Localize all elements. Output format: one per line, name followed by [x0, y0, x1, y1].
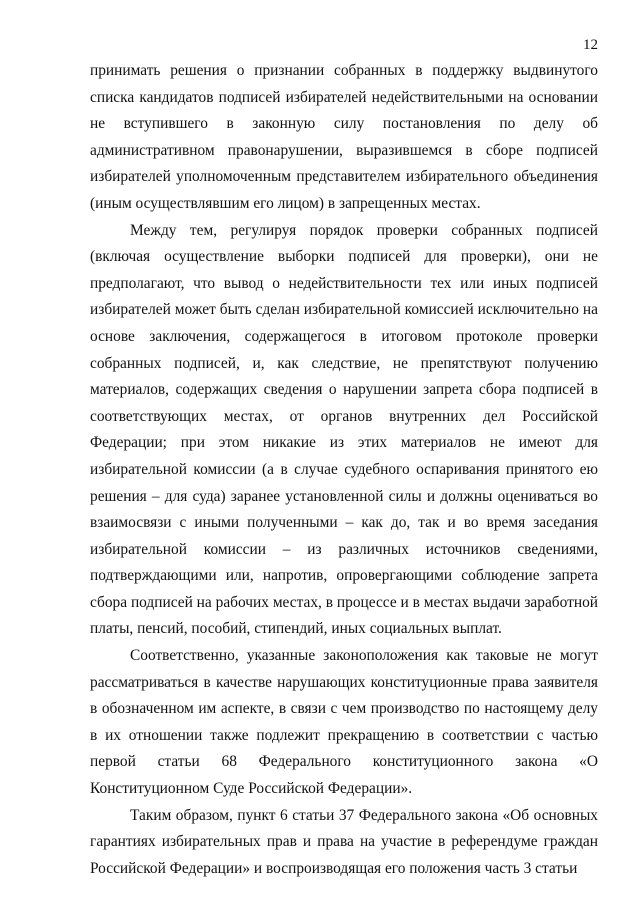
paragraph: Таким образом, пункт 6 статьи 37 Федерального закона «Об основных гарантиях избирательных прав и права на участие в референдуме граждан Российской Федерации» и воспроизводящая его положения часть 3 статьи [90, 806, 598, 877]
paragraph: Соответственно, указанные законоположения как таковые не могут рассматриваться в качестве нарушающих конституционные права заявителя в обозначенном им аспекте, в связи с чем производство по настоящему делу в их отношении также подлежит прекращению в соответствии с частью первой статьи 68 Федерального конституционного закона «О Конституционном Суде Российской Федерации». [90, 647, 598, 798]
paragraph-continued: принимать решения о признании собранных в поддержку выдвинутого списка кандидатов подписей избирателей недействительными на основании не вступившего в законную силу постановления по делу об административном правонарушении, выразившемся в сборе подписей избирателей уполномоченным представителем избирательного объединения (иным осуществлявшим его лицом) в запрещенных местах. [90, 62, 598, 212]
paragraph: Между тем, регулируя порядок проверки собранных подписей (включая осуществление выборки подписей для проверки), они не предполагают, что вывод о недействительности тех или иных подписей избирателей может быть сделан избирательной комиссией исключительно на основе заключения, содержащегося в итоговом протоколе проверки собранных подписей, и, как следствие, не препятствуют получению материалов, содержащих сведения о нарушении запрета сбора подписей в соответствующих местах, от органов внутренних дел Российской Федерации; при этом никакие из этих материалов не имеют для избирательной комиссии (а в случае судебного оспаривания принятого ею решения – для суда) заранее установленной силы и должны оцениваться во взаимосвязи с иными полученными – как до, так и во время заседания избирательной комиссии – из различных источников сведениями, подтверждающими или, напротив, опровергающими соблюдение запрета сбора подписей на рабочих местах, в процессе и в местах выдачи заработной платы, пенсий, пособий, стипендий, иных социальных выплат. [90, 221, 598, 638]
page-number: 12 [583, 37, 598, 53]
document-body [90, 58, 598, 882]
